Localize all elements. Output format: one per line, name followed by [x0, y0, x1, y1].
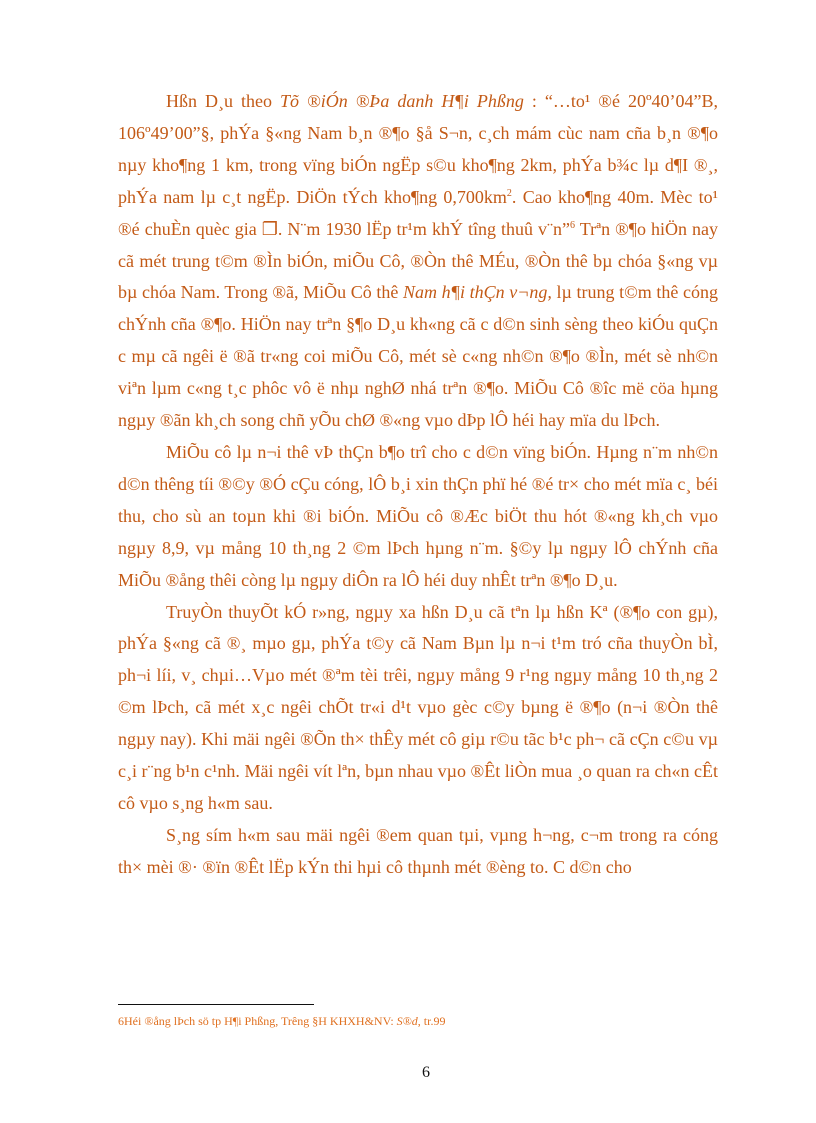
paragraph-1	[118, 86, 718, 437]
paragraph-1-lead: Hßn D¸u theo	[166, 91, 281, 111]
paragraph-3: TruyÒn thuyÕt kÓ r»ng, ngµy xa hßn D¸u cã tªn lµ hßn Kª (®¶o con gµ), phÝa §«ng cã ®¸ mµo gµ, phÝa t©y cã Nam Bµn lµ n¬i t¹m tró cña thuyÒn bÌ, ph¬i líi, v¸ chµi…Vµo mét ®ªm tèi trêi, ngµy mång 9 r¹ng ngµy mång 10 th¸ng 2 ©m lÞch, cã mét x¸c ngêi chÕt tr«i d¹t vµo gèc c©y bµng ë ®¶o (n¬i ®Òn thê ngµy nay). Khi mäi ngêi ®Õn th× thÊy mét cô giµ r©u tãc b¹c ph¬ cã cÇn c©u vµ c¸i r¨ng b¹n c¹nh. Mäi ngêi vít lªn, bµn nhau vµo ®Êt liÒn mua ¸o quan ra ch«n cÊt cô vµo s¸ng h«m sau.	[118, 601, 718, 813]
footnote-text: Héi ®ång lÞch sö tp H¶i Phßng, Trêng §H KHXH&NV:	[124, 1014, 397, 1028]
footnote-source: S®d	[396, 1014, 418, 1028]
paragraph-1-end: lµ trung t©m thê cóng chÝnh cña ®¶o. HiÖn nay trªn §¶o D¸u kh«ng cã c d©n sinh sèng theo kiÓu quÇn c mµ cã ngêi ë ®ã tr«ng coi miÕu Cô, mét sè c«ng nh©n ®¶o ®Ìn, mét sè nh©n viªn lµm c«ng t¸c phôc vô ë nhµ nghØ nhá trªn ®¶o. MiÕu Cô ®îc më cöa hµng ngµy ®ãn kh¸ch song chñ yÕu chØ ®«ng vµo dÞp lÔ héi hay mïa du lÞch.	[118, 282, 718, 431]
footnote-separator	[118, 1004, 314, 1005]
page-number-container	[0, 1064, 816, 1082]
superscript-2: 2	[506, 187, 512, 199]
paragraph-4: S¸ng sím h«m sau mäi ngêi ®em quan tµi, vµng h¬ng, c¬m trong ra cóng th× mèi ®· ®ïn ®Êt lËp kÝn thi hµi cô thµnh mét ®èng to. C d©n cho	[118, 824, 718, 877]
page-number: 6	[422, 1064, 430, 1081]
paragraph-1-after: Trªn ®¶o hiÖn nay cã mét trung t©m ®Ìn biÓn, miÕu Cô, ®Òn thê MÉu, ®Òn thê bµ chóa §«ng vµ bµ chóa Nam. Trong ®ã, MiÕu Cô thê	[118, 218, 719, 303]
paragraph-1-tail: . Cao kho¶ng 40m. Mèc to¹ ®é chuÈn quèc gia ❐. N¨m 1930 lËp tr¹m khÝ tîng thuû v¨n”	[118, 186, 718, 239]
footnote	[118, 1013, 678, 1029]
footnote-tail: , tr.99	[417, 1014, 446, 1028]
deity-name: Nam h¶i thÇn v¬ng,	[402, 282, 552, 303]
footnote-reference[interactable]: 6	[570, 219, 576, 231]
paragraph-2: MiÕu cô lµ n¬i thê vÞ thÇn b¶o trî cho c d©n vïng biÓn. Hµng n¨m nh©n d©n thêng tíi ®©y ®Ó cÇu cóng, lÔ b¸i xin thÇn phï hé ®é tr× cho mét mïa c¸ béi thu, cho sù an toµn khi ®i biÓn. MiÕu cô ®Æc biÖt thu hót ®«ng kh¸ch vµo ngµy 8,9, vµ mång 10 th¸ng 2 ©m lÞch hµng n¨m. §©y lµ ngµy lÔ chÝnh cña MiÕu ®ång thêi còng lµ ngµy diÔn ra lÔ héi duy nhÊt trªn ®¶o D¸u.	[118, 441, 718, 590]
dictionary-title: Tõ ®iÓn ®Þa danh H¶i Phßng	[280, 91, 524, 111]
body-text	[118, 86, 718, 884]
paragraph-1-text: : “…to¹ ®é 20º40’04”B, 106º49’00”§, phÝa §«ng Nam b¸n ®¶o §å S¬n, c¸ch mám cùc nam cña b¸n ®¶o nµy kho¶ng 1 km, trong vïng biÓn ngËp s©u kho¶ng 2km, phÝa b¾c lµ d¶I ®¸, phÝa nam lµ c¸t ngËp. DiÖn tÝch kho¶ng 0,700km	[118, 91, 719, 207]
footnote-marker: 6	[118, 1014, 124, 1028]
